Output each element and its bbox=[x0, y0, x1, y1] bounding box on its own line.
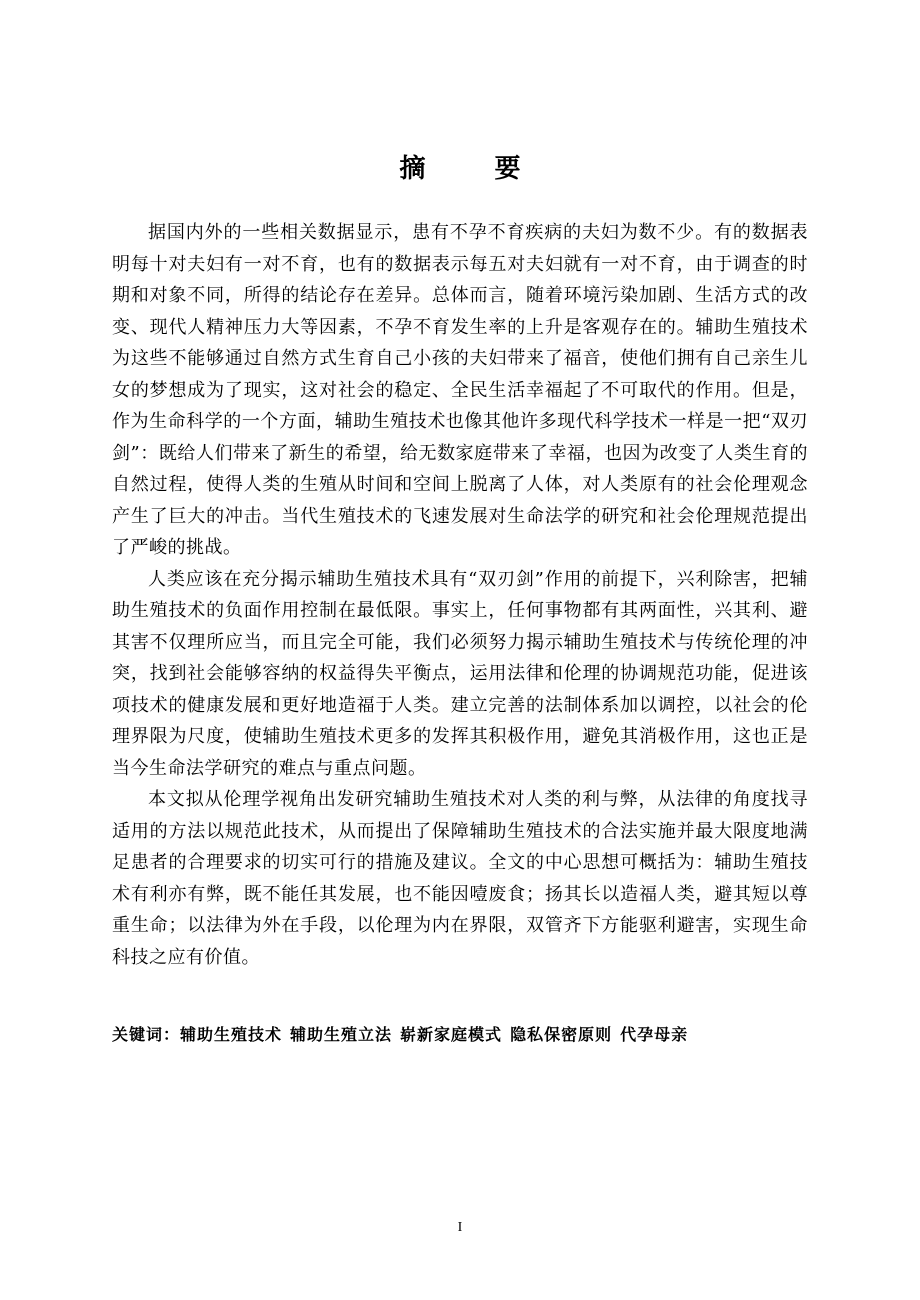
abstract-paragraph-1: 据国内外的一些相关数据显示，患有不孕不育疾病的夫妇为数不少。有的数据表明每十对夫妇有一对不育，也有的数据表示每五对夫妇就有一对不育，由于调查的时期和对象不同，所得的结论存在差异。总体而言，随着环境污染加剧、生活方式的改变、现代人精神压力大等因素，不孕不育发生率的上升是客观存在的。辅助生殖技术为这些不能够通过自然方式生育自己小孩的夫妇带来了福音，使他们拥有自己亲生儿女的梦想成为了现实，这对社会的稳定、全民生活幸福起了不可取代的作用。但是，作为生命科学的一个方面，辅助生殖技术也像其他许多现代科学技术一样是一把“双刃剑”：既给人们带来了新生的希望，给无数家庭带来了幸福，也因为改变了人类生育的自然过程，使得人类的生殖从时间和空间上脱离了人体，对人类原有的社会伦理观念产生了巨大的冲击。当代生殖技术的飞速发展对生命法学的研究和社会伦理规范提出了严峻的挑战。 bbox=[112, 222, 808, 558]
abstract-paragraph-3: 本文拟从伦理学视角出发研究辅助生殖技术对人类的利与弊，从法律的角度找寻适用的方法以规范此技术，从而提出了保障辅助生殖技术的合法实施并最大限度地满足患者的合理要求的切实可行的措施及建议。全文的中心思想可概括为：辅助生殖技术有利亦有弊，既不能任其发展，也不能因噎废食；扬其长以造福人类，避其短以尊重生命；以法律为外在手段，以伦理为内在界限，双管齐下方能驱利避害，实现生命科技之应有价值。 bbox=[112, 789, 808, 968]
keyword-item: 崭新家庭模式 bbox=[400, 1025, 503, 1044]
page-number: I bbox=[457, 1220, 463, 1235]
keyword-item: 辅助生殖技术 bbox=[180, 1025, 283, 1044]
keyword-item: 代孕母亲 bbox=[620, 1025, 689, 1044]
abstract-paragraph-2: 人类应该在充分揭示辅助生殖技术具有“双刃剑”作用的前提下，兴利除害，把辅助生殖技术的负面作用控制在最低限。事实上，任何事物都有其两面性，兴其利、避其害不仅理所应当，而且完全可能，我们必须努力揭示辅助生殖技术与传统伦理的冲突，找到社会能够容纳的权益得失平衡点，运用法律和伦理的协调规范功能，促进该项技术的健康发展和更好地造福于人类。建立完善的法制体系加以调控，以社会的伦理界限为尺度，使辅助生殖技术更多的发挥其积极作用，避免其消极作用，这也正是当今生命法学研究的难点与重点问题。 bbox=[112, 568, 808, 779]
abstract-title: 摘 要 bbox=[399, 154, 551, 184]
abstract-body bbox=[112, 217, 808, 973]
keywords-label: 关键词： bbox=[112, 1025, 181, 1044]
keyword-item: 隐私保密原则 bbox=[510, 1025, 613, 1044]
keywords-line bbox=[112, 1023, 812, 1047]
keyword-item: 辅助生殖立法 bbox=[290, 1025, 393, 1044]
